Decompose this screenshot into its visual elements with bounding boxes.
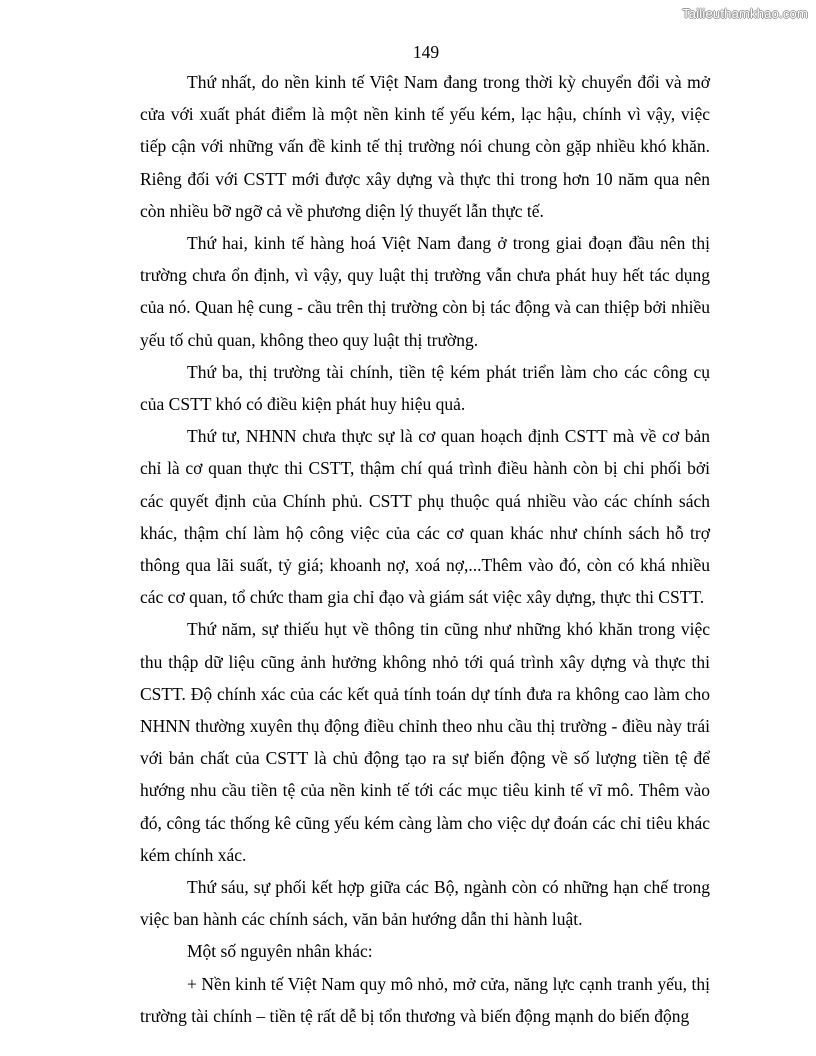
page-number: 149 xyxy=(412,42,440,62)
document-body xyxy=(140,66,710,1032)
paragraph-other-reasons-heading: Một số nguyên nhân khác: xyxy=(187,941,373,962)
paragraph-sixth-reason: Thứ sáu, sự phối kết hợp giữa các Bộ, ngành còn có những hạn chế trong việc ban hành các chính sách, văn bản hướng dẫn thi hành luật. xyxy=(140,877,710,930)
paragraph-other-reason-item: + Nền kinh tế Việt Nam quy mô nhỏ, mở cửa, năng lực cạnh tranh yếu, thị trường tài chính – tiền tệ rất dễ bị tổn thương và biến động mạnh do biến động xyxy=(140,973,710,1026)
paragraph-fifth-reason: Thứ năm, sự thiếu hụt về thông tin cũng như những khó khăn trong việc thu thập dữ liệu cũng ảnh hưởng không nhỏ tới quá trình xây dựng và thực thi CSTT. Độ chính xác của các kết quả tính toán dự tính đưa ra không cao làm cho NHNN thường xuyên thụ động điều chỉnh theo nhu cầu thị trường - điều này trái với bản chất của CSTT là chủ động tạo ra sự biến động về số lượng tiền tệ để hướng nhu cầu tiền tệ của nền kinh tế tới các mục tiêu kinh tế vĩ mô. Thêm vào đó, công tác thống kê cũng yếu kém càng làm cho việc dự đoán các chỉ tiêu khác kém chính xác. xyxy=(140,619,710,865)
paragraph-fourth-reason: Thứ tư, NHNN chưa thực sự là cơ quan hoạch định CSTT mà về cơ bản chỉ là cơ quan thực thi CSTT, thậm chí quá trình điều hành còn bị chi phối bởi các quyết định của Chính phủ. CSTT phụ thuộc quá nhiều vào các chính sách khác, thậm chí làm hộ công việc của các cơ quan khác như chính sách hỗ trợ thông qua lãi suất, tỷ giá; khoanh nợ, xoá nợ,...Thêm vào đó, còn có khá nhiều các cơ quan, tổ chức tham gia chỉ đạo và giám sát việc xây dựng, thực thi CSTT. xyxy=(140,426,710,608)
paragraph-third-reason: Thứ ba, thị trường tài chính, tiền tệ kém phát triển làm cho các công cụ của CSTT khó có điều kiện phát huy hiệu quả. xyxy=(140,361,710,415)
paragraph-first-reason: Thứ nhất, do nền kinh tế Việt Nam đang trong thời kỳ chuyển đổi và mở cửa với xuất phát điểm là một nền kinh tế yếu kém, lạc hậu, chính vì vậy, việc tiếp cận với những vấn đề kinh tế thị trường nói chung còn gặp nhiều khó khăn. Riêng đối với CSTT mới được xây dựng và thực thi trong hơn 10 năm qua nên còn nhiều bỡ ngỡ cả về phương diện lý thuyết lẫn thực tế. xyxy=(140,72,710,221)
watermark: Tailieuthamkhao.com xyxy=(682,6,808,21)
paragraph-second-reason: Thứ hai, kinh tế hàng hoá Việt Nam đang ở trong giai đoạn đầu nên thị trường chưa ổn định, vì vậy, quy luật thị trường vẫn chưa phát huy hết tác dụng của nó. Quan hệ cung - cầu trên thị trường còn bị tác động và can thiệp bởi nhiều yếu tố chủ quan, không theo quy luật thị trường. xyxy=(140,233,710,350)
